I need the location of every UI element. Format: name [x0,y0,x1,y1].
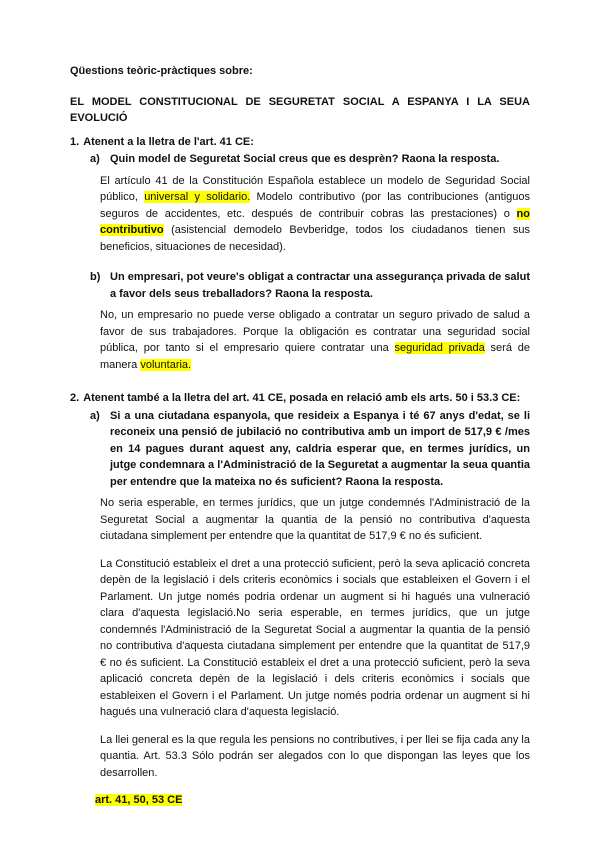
question-1a-marker: a) [90,153,100,165]
question-1a [70,151,530,168]
question-1-prompt: Atenent a la lletra de l'art. 41 CE: [83,135,254,148]
question-2-section [70,390,530,781]
question-2a-answer [100,495,530,781]
question-1-number: 1. [70,135,80,148]
question-1b-text: Un empresari, pot veure's obligat a contractar una assegurança privada de salut a favor dels seus treballadors? Raona la resposta. [110,271,530,300]
answer-paragraph: El artículo 41 de la Constitución Española establece un modelo de Seguridad Social público, universal y solidario. Modelo contributivo (por las contribuciones (antiguos seguros de accidentes, etc. después de contribuir cobras las prestaciones) o no contributivo (asistencial demodelo Bevberidge, todos los ciudadanos tienen sus beneficios, situaciones de necesidad). [100,174,530,253]
question-1b-marker: b) [90,271,101,283]
articles-reference-text: art. 41, 50, 53 CE [95,794,183,806]
answer-paragraph: La llei general es la que regula les pensions no contributives, i per llei se fija cada any la quantia. Art. 53.3 Sólo podrán ser alegados con lo que dispongan las leyes que los desarrollen. [100,733,530,779]
answer-paragraph: La Constitució estableix el dret a una protecció suficient, però la seva aplicació concreta depèn de la legislació i dels criteris econòmics i socials que estableixen el Govern i el Parlament. Un jutge només podria ordenar un augment si hi hagués una vulneració clara d'aquesta legislació.No seria esperable, en termes jurídics, que un jutge condemnés l'Administració de la Seguretat Social a augmentar la quantia de la pensió no contributiva d'aquesta ciutadana simplement per entendre que la quantitat de 517,9 € no és suficient. La Constitució estableix el dret a una protecció suficient, però la seva aplicació concreta depèn de la legislació i dels criteris econòmics i socials que estableixen el Govern i el Parlament. Un jutge només podria ordenar un augment si hi hagués una vulneració clara d'aquesta legislació. [100,557,530,718]
main-heading: EL MODEL CONSTITUCIONAL DE SEGURETAT SOCIAL A ESPANYA I LA SEUA EVOLUCIÓ [70,95,530,124]
question-2a-marker: a) [90,409,100,422]
articles-reference [95,792,530,809]
question-2a [70,408,530,491]
question-1-section [70,134,530,374]
question-2-prompt: Atenent també a la lletra del art. 41 CE, posada en relació amb els arts. 50 i 53.3 CE: [83,392,521,404]
question-2-number: 2. [70,392,80,404]
question-1a-text: Quin model de Seguretat Social creus que es desprèn? Raona la resposta. [110,153,500,165]
document-title: Qüestions teòric-pràctiques sobre: [70,65,253,77]
question-2-heading [70,390,530,407]
question-1-heading [70,134,530,151]
answer-paragraph: No seria esperable, en termes jurídics, que un jutge condemnés l'Administració de la Seguretat Social a augmentar la quantia de la pensió no contributiva d'aquesta ciutadana simplement per entendre que la quantitat de 517,9 € no és suficient. [100,497,530,542]
answer-paragraph: No, un empresario no puede verse obligado a contratar un seguro privado de salud a favor de sus trabajadores. Porque la obligación es contratar una seguridad social pública, por tanto si el empresario quiere contratar una seguridad privada será de manera voluntaria. [100,309,531,371]
question-1b [70,269,530,302]
question-1a-answer [100,173,530,256]
question-2a-text: Si a una ciutadana espanyola, que resideix a Espanya i té 67 anys d'edat, se li reconeix una pensió de jubilació no contributiva amb un import de 517,9 € /mes en 14 pagues durant aquest any, caldria esperar que, en termes jurídics, un jutge condemnara a l'Administració de la Seguretat a augmentar la seua quantia per entendre que la mateixa no és suficient? Raona la resposta. [110,409,530,488]
question-1b-answer [100,307,530,373]
